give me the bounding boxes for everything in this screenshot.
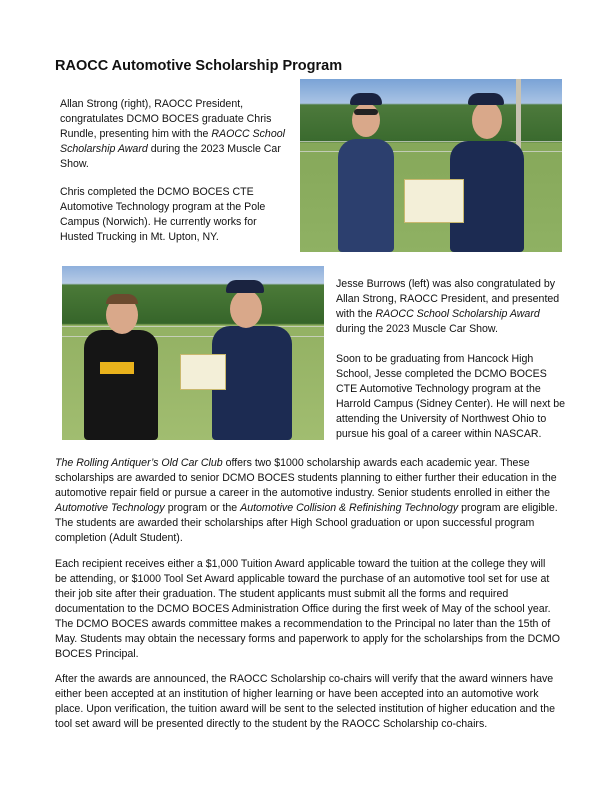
program-automotive-technology: Automotive Technology bbox=[55, 502, 165, 514]
body-paragraph-club-scholarships bbox=[55, 456, 560, 546]
photo-jesse-burrows-award bbox=[62, 266, 324, 440]
caption-3-text-a: Jesse Burrows (left) was also congratulated by Allan Strong, RAOCC President, and presented with the bbox=[336, 278, 560, 320]
caption-1-award-name: RAOCC School Scholarship Award bbox=[60, 128, 285, 155]
caption-2-text: Chris completed the DCMO BOCES CTE Automotive Technology program at the Pole Campus (Norwich). He currently works for Husted Trucking in Mt. Upton, NY. bbox=[60, 186, 266, 243]
caption-1-text-a: Allan Strong (right), RAOCC President, congratulates DCMO BOCES graduate Chris Rundle, presenting him with the bbox=[60, 98, 272, 140]
body-6-text: Each recipient receives either a $1,000 Tuition Award applicable toward the tuition at the college they will be attending, or $1000 Tool Set Award applicable toward the purchase of an automotive tool set for use at their job site after their graduation. The student applicants must submit all the forms and required documentation to the DCMO BOCES Administration Office during the first week of May of the school year. The DCMO BOCES awards committee makes a recommendation to the Principal no later than the 15th of May. Students may obtain the necessary forms and paperwork to apply for the scholarships from the DCMO BOCES Principal. bbox=[55, 558, 560, 660]
caption-paragraph-3 bbox=[336, 277, 566, 337]
body-5-text-b: program or the bbox=[167, 502, 238, 514]
body-5-text-c: program are eligible. The students are awarded their scholarships after High School graduation or upon successful program completion (Adult Student). bbox=[55, 502, 558, 544]
caption-paragraph-1 bbox=[60, 97, 286, 172]
caption-paragraph-2 bbox=[60, 185, 288, 245]
body-paragraph-award-details bbox=[55, 557, 560, 662]
program-collision-refinishing: Automotive Collision & Refinishing Technology bbox=[240, 502, 459, 514]
body-7-text: After the awards are announced, the RAOCC Scholarship co-chairs will verify that the award winners have either been accepted at an institution of higher learning or have been accepted into an automotive work place. Upon verification, the tuition award will be sent to the selected institution of higher education and the tool set award will be presented directly to the student by the RAOCC Scholarship co-chairs. bbox=[55, 673, 555, 730]
caption-3-text-b: during the 2023 Muscle Car Show. bbox=[336, 323, 498, 335]
photo-chris-rundle-award bbox=[300, 79, 562, 252]
caption-1-text-b: during the 2023 Muscle Car Show. bbox=[60, 143, 281, 170]
caption-3-award-name: RAOCC School Scholarship Award bbox=[375, 308, 540, 320]
body-paragraph-verification bbox=[55, 672, 560, 732]
caption-paragraph-4 bbox=[336, 352, 568, 442]
club-name: The Rolling Antiquer’s Old Car Club bbox=[55, 457, 223, 469]
page-title: RAOCC Automotive Scholarship Program bbox=[55, 58, 343, 74]
caption-4-text: Soon to be graduating from Hancock High School, Jesse completed the DCMO BOCES CTE Automotive Technology program at the Harrold Campus (Sidney Center). He will next be attending the University of Northwest Ohio to pursue his goal of a career within NASCAR. bbox=[336, 353, 566, 440]
body-5-text-a: offers two $1000 scholarship awards each academic year. These scholarships are awarded to senior DCMO BOCES students planning to either further their education in the automotive repair field or pursue a career in the automotive industry. Senior students enrolled in either the bbox=[55, 457, 557, 499]
